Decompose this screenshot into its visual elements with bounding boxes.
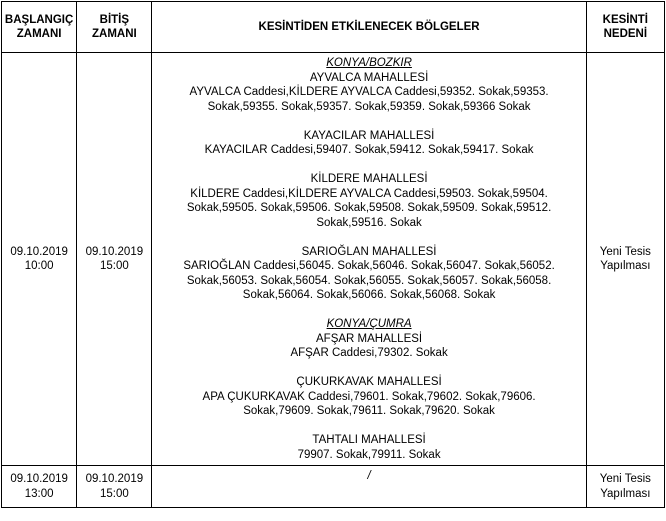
street-line: Sokak,56053. Sokak,56054. Sokak,56055. Sokak,56057. Sokak,56058. (186, 274, 552, 287)
neighborhood-name: AYVALCA MAHALLESİ (309, 71, 429, 84)
neighborhood-name: SARIOĞLAN MAHALLESİ (301, 245, 437, 258)
neighborhood-name: ÇUKURKAVAK MAHALLESİ (296, 376, 442, 388)
street-line: Sokak,79609. Sokak,79611. Sokak,79620. Sokak (243, 405, 495, 417)
district-block (156, 56, 581, 303)
street-line: Sokak,59355. Sokak,59357. Sokak,59359. Sokak,59366 Sokak (207, 100, 531, 113)
street-line: APA ÇUKURKAVAK Caddesi,79601. Sokak,79602. Sokak,79606. (202, 390, 536, 403)
reason-line1: Yeni Tesis (599, 245, 651, 258)
header-row (2, 2, 665, 53)
street-line: KİLDERE Caddesi,KİLDERE AYVALCA Caddesi,59503. Sokak,59504. (190, 187, 548, 200)
header-start-line2: ZAMANI (16, 28, 62, 40)
reason-line1: Yeni Tesis (599, 473, 651, 485)
table-row (2, 466, 665, 508)
start-cell (2, 466, 77, 508)
start-date: 09.10.2019 (10, 473, 68, 485)
district-name: KONYA/ÇUMRA (326, 318, 412, 330)
start-time: 10:00 (24, 260, 54, 272)
neighborhood-block (156, 129, 581, 158)
street-line: Sokak,59505. Sokak,59506. Sokak,59508. Sokak,59509. Sokak,59512. (186, 202, 552, 214)
reason-cell (586, 466, 664, 508)
neighborhood-block (156, 332, 581, 361)
end-date: 09.10.2019 (85, 473, 144, 485)
reason-line2: Yapılması (600, 487, 651, 500)
district-name: KONYA/BOZKIR (326, 57, 412, 69)
street-line: AYVALCA Caddesi,KİLDERE AYVALCA Caddesi,59352. Sokak,59353. (189, 86, 549, 98)
start-cell (2, 53, 77, 466)
street-line: SARIOĞLAN Caddesi,56045. Sokak,56046. Sokak,56047. Sokak,56052. (183, 260, 555, 272)
region-cell (152, 53, 586, 466)
neighborhood-block (156, 375, 581, 419)
neighborhood-name: TAHTALI MAHALLESİ (312, 434, 426, 446)
end-date: 09.10.2019 (85, 245, 144, 258)
neighborhood-block (156, 71, 581, 115)
end-cell (77, 53, 152, 466)
reason-cell (586, 53, 664, 466)
header-start-line1: BAŞLANGIÇ (4, 13, 74, 26)
header-reason-line2: NEDENİ (603, 28, 648, 40)
outage-table (1, 1, 665, 508)
end-time: 15:00 (99, 260, 129, 272)
region-text: / (367, 470, 371, 482)
header-regions: KESİNTİDEN ETKİLENECEK BÖLGELER (152, 2, 586, 53)
street-line: 79907. Sokak,79911. Sokak (297, 448, 441, 461)
header-end-line2: ZAMANI (91, 28, 137, 40)
end-time: 15:00 (99, 487, 129, 500)
region-cell (152, 466, 586, 508)
street-line: KAYACILAR Caddesi,59407. Sokak,59412. Sokak,59417. Sokak (204, 144, 534, 156)
neighborhood-block (156, 245, 581, 303)
reason-line2: Yapılması (600, 260, 651, 272)
neighborhood-block (156, 172, 581, 230)
table-row (2, 53, 665, 466)
street-line: AFŞAR Caddesi,79302. Sokak (290, 347, 448, 359)
start-date: 09.10.2019 (10, 245, 68, 258)
neighborhood-name: KİLDERE MAHALLESİ (310, 173, 428, 185)
street-line: Sokak,56064. Sokak,56066. Sokak,56068. Sokak (242, 289, 496, 301)
header-end (77, 2, 152, 53)
district-block (156, 317, 581, 462)
neighborhood-name: AFŞAR MAHALLESİ (316, 332, 423, 345)
neighborhood-name: KAYACILAR MAHALLESİ (303, 129, 435, 142)
header-end-line1: BİTİŞ (99, 13, 130, 26)
header-start (2, 2, 77, 53)
neighborhood-block (156, 433, 581, 462)
header-reason-line1: KESİNTİ (602, 13, 649, 26)
street-line: Sokak,59516. Sokak (316, 216, 422, 229)
end-cell (77, 466, 152, 508)
start-time: 13:00 (24, 487, 54, 500)
header-reason (586, 2, 664, 53)
